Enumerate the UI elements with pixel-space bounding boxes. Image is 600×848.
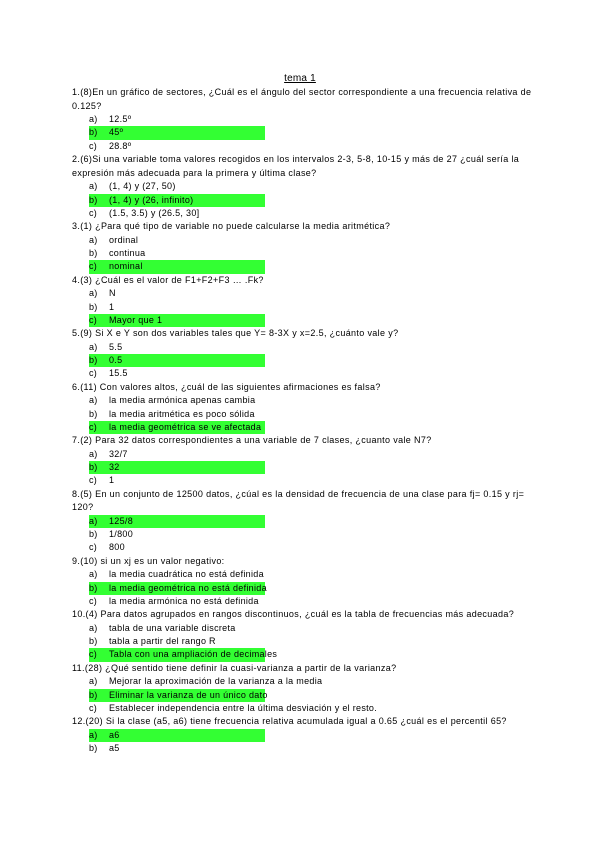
option-text: la media geométrica no está definida (109, 582, 267, 593)
option-text: continua (109, 248, 146, 259)
option-text: 12.5º (109, 114, 132, 125)
option (89, 702, 532, 715)
option-letter: c) (89, 702, 98, 713)
option-letter: c) (89, 475, 98, 486)
question-text: 3.(1) ¿Para qué tipo de variable no puede calcularse la media aritmética? (72, 221, 391, 232)
option-list (72, 448, 532, 488)
option (89, 541, 532, 554)
question-text: 9.(10) si un xj es un valor negativo: (72, 555, 225, 566)
option-text: 0.5 (109, 355, 123, 366)
option (89, 408, 532, 421)
question-list (72, 86, 532, 755)
option (89, 595, 532, 608)
option-text: la media armónica apenas cambia (109, 395, 256, 406)
option-letter: c) (89, 649, 98, 660)
option-text: Mayor que 1 (109, 314, 163, 325)
question-text: 1.(8)En un gráfico de sectores, ¿Cuál es el ángulo del sector correspondiente a una frecuencia relativa de 0.125? (72, 87, 532, 111)
option-text: 45º (109, 127, 124, 138)
option (89, 140, 532, 153)
option-text: la media geométrica se ve afectada (109, 421, 262, 432)
option-letter: a) (89, 515, 98, 526)
option-text: 800 (109, 542, 125, 553)
option-letter: c) (89, 314, 98, 325)
option-text: la media aritmética es poco sólida (109, 408, 255, 419)
option-text: N (109, 288, 116, 299)
option-list (72, 113, 532, 153)
option-text: 15.5 (109, 368, 128, 379)
option-text: Mejorar la aproximación de la varianza a la media (109, 676, 323, 687)
option-letter: a) (89, 729, 98, 740)
question-block (72, 555, 532, 608)
option-letter: b) (89, 461, 98, 472)
option-letter: a) (89, 622, 98, 633)
option-letter: a) (89, 114, 98, 125)
option-text: Establecer independencia entre la última desviación y el resto. (109, 702, 378, 713)
option-letter: c) (89, 542, 98, 553)
option-letter: c) (89, 261, 98, 272)
correct-option (89, 126, 265, 139)
option-letter: b) (89, 408, 98, 419)
question-text: 4.(3) ¿Cuál es el valor de F1+F2+F3 … .Fk? (72, 274, 264, 285)
correct-option (89, 582, 265, 595)
option (89, 234, 532, 247)
question-text: 11.(28) ¿Qué sentido tiene definir la cuasi-varianza a partir de la varianza? (72, 662, 397, 673)
question-block (72, 488, 532, 555)
document-title: tema 1 (284, 73, 316, 84)
option-text: Tabla con una ampliación de decimales (109, 649, 278, 660)
option (89, 247, 532, 260)
option (89, 287, 532, 300)
option (89, 742, 532, 755)
question-text: 6.(11) Con valores altos, ¿cuál de las siguientes afirmaciones es falsa? (72, 381, 381, 392)
option-letter: b) (89, 194, 98, 205)
correct-option (89, 354, 265, 367)
option-letter: a) (89, 288, 98, 299)
option (89, 474, 532, 487)
option-text: 125/8 (109, 515, 134, 526)
question-block (72, 608, 532, 661)
question-block (72, 662, 532, 715)
option-letter: a) (89, 181, 98, 192)
option-text: 32/7 (109, 448, 128, 459)
correct-option (89, 689, 268, 702)
option-list (72, 287, 532, 327)
option-letter: a) (89, 341, 98, 352)
option-list (72, 394, 532, 434)
correct-option (89, 648, 278, 661)
correct-option (89, 461, 265, 474)
correct-option (89, 194, 265, 207)
option-text: 28.8º (109, 140, 132, 151)
correct-option (89, 729, 265, 742)
option-text: (1, 4) y (26, infinito) (109, 194, 194, 205)
question-block (72, 434, 532, 487)
option-letter: a) (89, 448, 98, 459)
option-text: la media armónica no está definida (109, 595, 259, 606)
option-list (72, 234, 532, 274)
option-list (72, 675, 532, 715)
option (89, 341, 532, 354)
option-text: (1.5, 3.5) y (26.5, 30] (109, 207, 200, 218)
option-letter: a) (89, 234, 98, 245)
option-text: a6 (109, 729, 120, 740)
option-text: 1/800 (109, 529, 134, 540)
question-block (72, 153, 532, 220)
option (89, 180, 532, 193)
correct-option (89, 314, 265, 327)
option (89, 113, 532, 126)
option-text: ordinal (109, 234, 139, 245)
option-letter: c) (89, 140, 98, 151)
option (89, 301, 532, 314)
option-letter: b) (89, 355, 98, 366)
option (89, 568, 532, 581)
option-letter: b) (89, 636, 98, 647)
option-letter: b) (89, 301, 98, 312)
option-letter: a) (89, 395, 98, 406)
question-text: 5.(9) Si X e Y son dos variables tales que Y= 8-3X y x=2.5, ¿cuánto vale y? (72, 328, 399, 339)
option-letter: b) (89, 529, 98, 540)
option-text: 32 (109, 461, 120, 472)
correct-option (89, 421, 265, 434)
option-text: a5 (109, 743, 120, 753)
option (89, 675, 532, 688)
option (89, 528, 532, 541)
question-text: 7.(2) Para 32 datos correspondientes a una variable de 7 clases, ¿cuanto vale N7? (72, 435, 432, 446)
option-text: Eliminar la varianza de un único dato (109, 689, 268, 700)
question-text: 2.(6)Si una variable toma valores recogidos en los intervalos 2-3, 5-8, 10-15 y más de 27 ¿cuál sería la expresión más adecuada para la primera y última clase? (72, 154, 520, 178)
option-list (72, 341, 532, 381)
option (89, 207, 532, 220)
option-list (72, 180, 532, 220)
option-letter: c) (89, 207, 98, 218)
option-list (72, 622, 532, 662)
option-letter: a) (89, 676, 98, 687)
option-list (72, 729, 532, 756)
option-text: (1, 4) y (27, 50) (109, 181, 176, 192)
option-text: tabla de una variable discreta (109, 622, 236, 633)
question-block (72, 381, 532, 434)
option (89, 448, 532, 461)
question-block (72, 715, 532, 755)
correct-option (89, 515, 265, 528)
option-list (72, 515, 532, 555)
option-letter: c) (89, 421, 98, 432)
option (89, 394, 532, 407)
option-letter: c) (89, 595, 98, 606)
question-text: 12.(20) Si la clase (a5, a6) tiene frecuencia relativa acumulada igual a 0.65 ¿cuál es el percentil 65? (72, 716, 507, 727)
option-text: nominal (109, 261, 143, 272)
option (89, 635, 532, 648)
option-letter: a) (89, 569, 98, 580)
question-block (72, 220, 532, 273)
option-text: la media cuadrática no está definida (109, 569, 264, 580)
question-block (72, 274, 532, 327)
option-list (72, 568, 532, 608)
option (89, 367, 532, 380)
question-text: 10.(4) Para datos agrupados en rangos discontinuos, ¿cuál es la tabla de frecuencias más adecuada? (72, 609, 515, 620)
option-letter: b) (89, 127, 98, 138)
question-block (72, 86, 532, 153)
option (89, 622, 532, 635)
option-letter: b) (89, 689, 98, 700)
question-block (72, 327, 532, 380)
option-letter: b) (89, 248, 98, 259)
option-text: 1 (109, 301, 115, 312)
option-text: 5.5 (109, 341, 123, 352)
correct-option (89, 260, 265, 273)
question-text: 8.(5) En un conjunto de 12500 datos, ¿cúal es la densidad de frecuencia de una clase para fj= 0.15 y rj= 120? (72, 488, 525, 513)
option-text: tabla a partir del rango R (109, 636, 216, 647)
option-letter: c) (89, 368, 98, 379)
option-text: 1 (109, 475, 115, 486)
option-letter: b) (89, 743, 98, 753)
option-letter: b) (89, 582, 98, 593)
